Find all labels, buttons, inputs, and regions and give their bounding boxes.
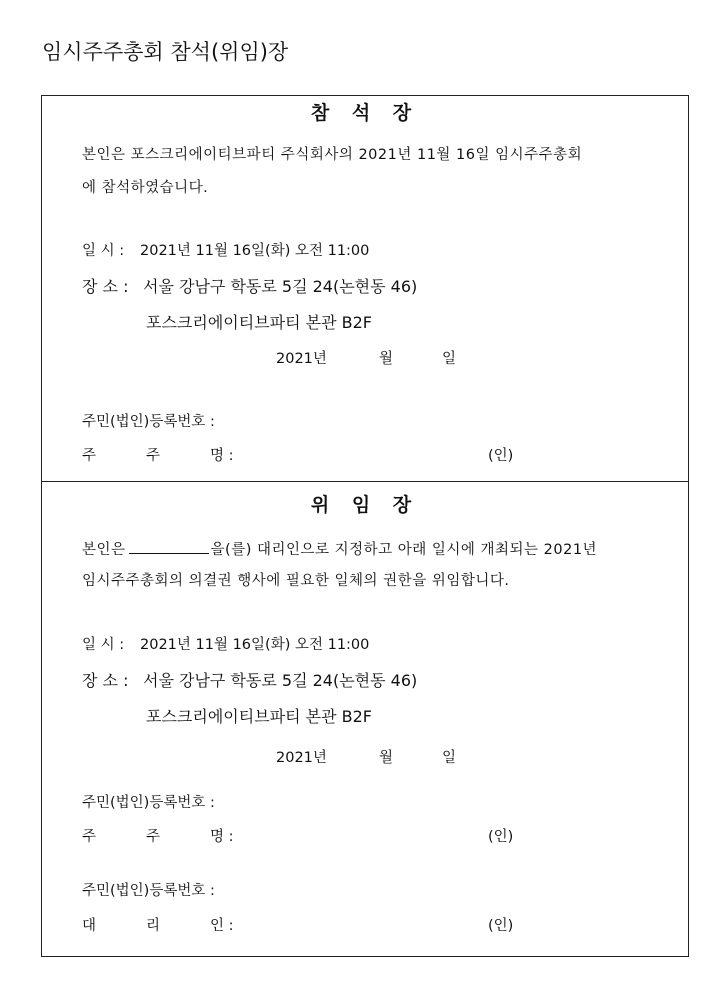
proxy-datetime-value: 2021년 11월 16일(화) 오전 11:00 [140, 637, 370, 653]
proxy-reg-no-label: 주민(법인)등록번호 : [82, 795, 215, 811]
attendance-body-line-2: 에 참석하였습니다. [82, 180, 209, 196]
section-divider [42, 481, 688, 482]
attendance-name-label-2: 주 [146, 448, 161, 464]
attendance-date-day: 일 [442, 351, 457, 367]
proxy-date-month: 월 [379, 750, 394, 766]
attendance-datetime-label: 일 시 : [82, 243, 125, 259]
attendance-reg-no-label: 주민(법인)등록번호 : [82, 414, 215, 430]
proxy-body-suffix: 을(를) 대리인으로 지정하고 아래 일시에 개최되는 2021년 [210, 542, 598, 558]
attendance-place-label: 장 소 : [82, 277, 129, 296]
proxy-agent-seal: (인) [488, 918, 514, 934]
attendance-datetime-value: 2021년 11월 16일(화) 오전 11:00 [140, 243, 370, 259]
form-box [41, 95, 689, 957]
attendance-date-year: 2021년 [276, 351, 327, 367]
attendance-heading: 참 석 장 [310, 102, 420, 124]
proxy-agent-reg-no-label: 주민(법인)등록번호 : [82, 883, 215, 899]
proxy-date-day: 일 [442, 750, 457, 766]
attendance-place-value-2: 포스크리에이티브파티 본관 B2F [146, 313, 373, 332]
proxy-shareholder-label-1: 주 [82, 829, 97, 845]
proxy-date-year: 2021년 [276, 750, 327, 766]
proxy-agent-label-1: 대 [82, 918, 97, 934]
proxy-shareholder-label-3: 명 : [210, 829, 234, 845]
agent-name-blank[interactable] [129, 539, 209, 554]
attendance-body-line-1: 본인은 포스크리에이티브파티 주식회사의 2021년 11월 16일 임시주주총회 [82, 147, 583, 163]
attendance-name-label-3: 명 : [210, 448, 234, 464]
proxy-place-value-1: 서울 강남구 학동로 5길 24(논현동 46) [143, 671, 418, 690]
proxy-agent-label-3: 인 : [210, 918, 234, 934]
attendance-seal: (인) [488, 448, 514, 464]
proxy-heading: 위 임 장 [310, 494, 420, 516]
proxy-shareholder-seal: (인) [488, 829, 514, 845]
page-title: 임시주주총회 참석(위임)장 [42, 40, 289, 64]
attendance-place-value-1: 서울 강남구 학동로 5길 24(논현동 46) [143, 277, 418, 296]
proxy-body-prefix: 본인은 [82, 542, 126, 558]
proxy-datetime-label: 일 시 : [82, 637, 125, 653]
proxy-body-line-1 [82, 539, 597, 559]
proxy-place-label: 장 소 : [82, 671, 129, 690]
proxy-place-value-2: 포스크리에이티브파티 본관 B2F [146, 707, 373, 726]
proxy-agent-label-2: 리 [146, 918, 161, 934]
attendance-name-label-1: 주 [82, 448, 97, 464]
attendance-date-month: 월 [379, 351, 394, 367]
proxy-body-line-2: 임시주주총회의 의결권 행사에 필요한 일체의 권한을 위임합니다. [82, 573, 510, 589]
proxy-shareholder-label-2: 주 [146, 829, 161, 845]
